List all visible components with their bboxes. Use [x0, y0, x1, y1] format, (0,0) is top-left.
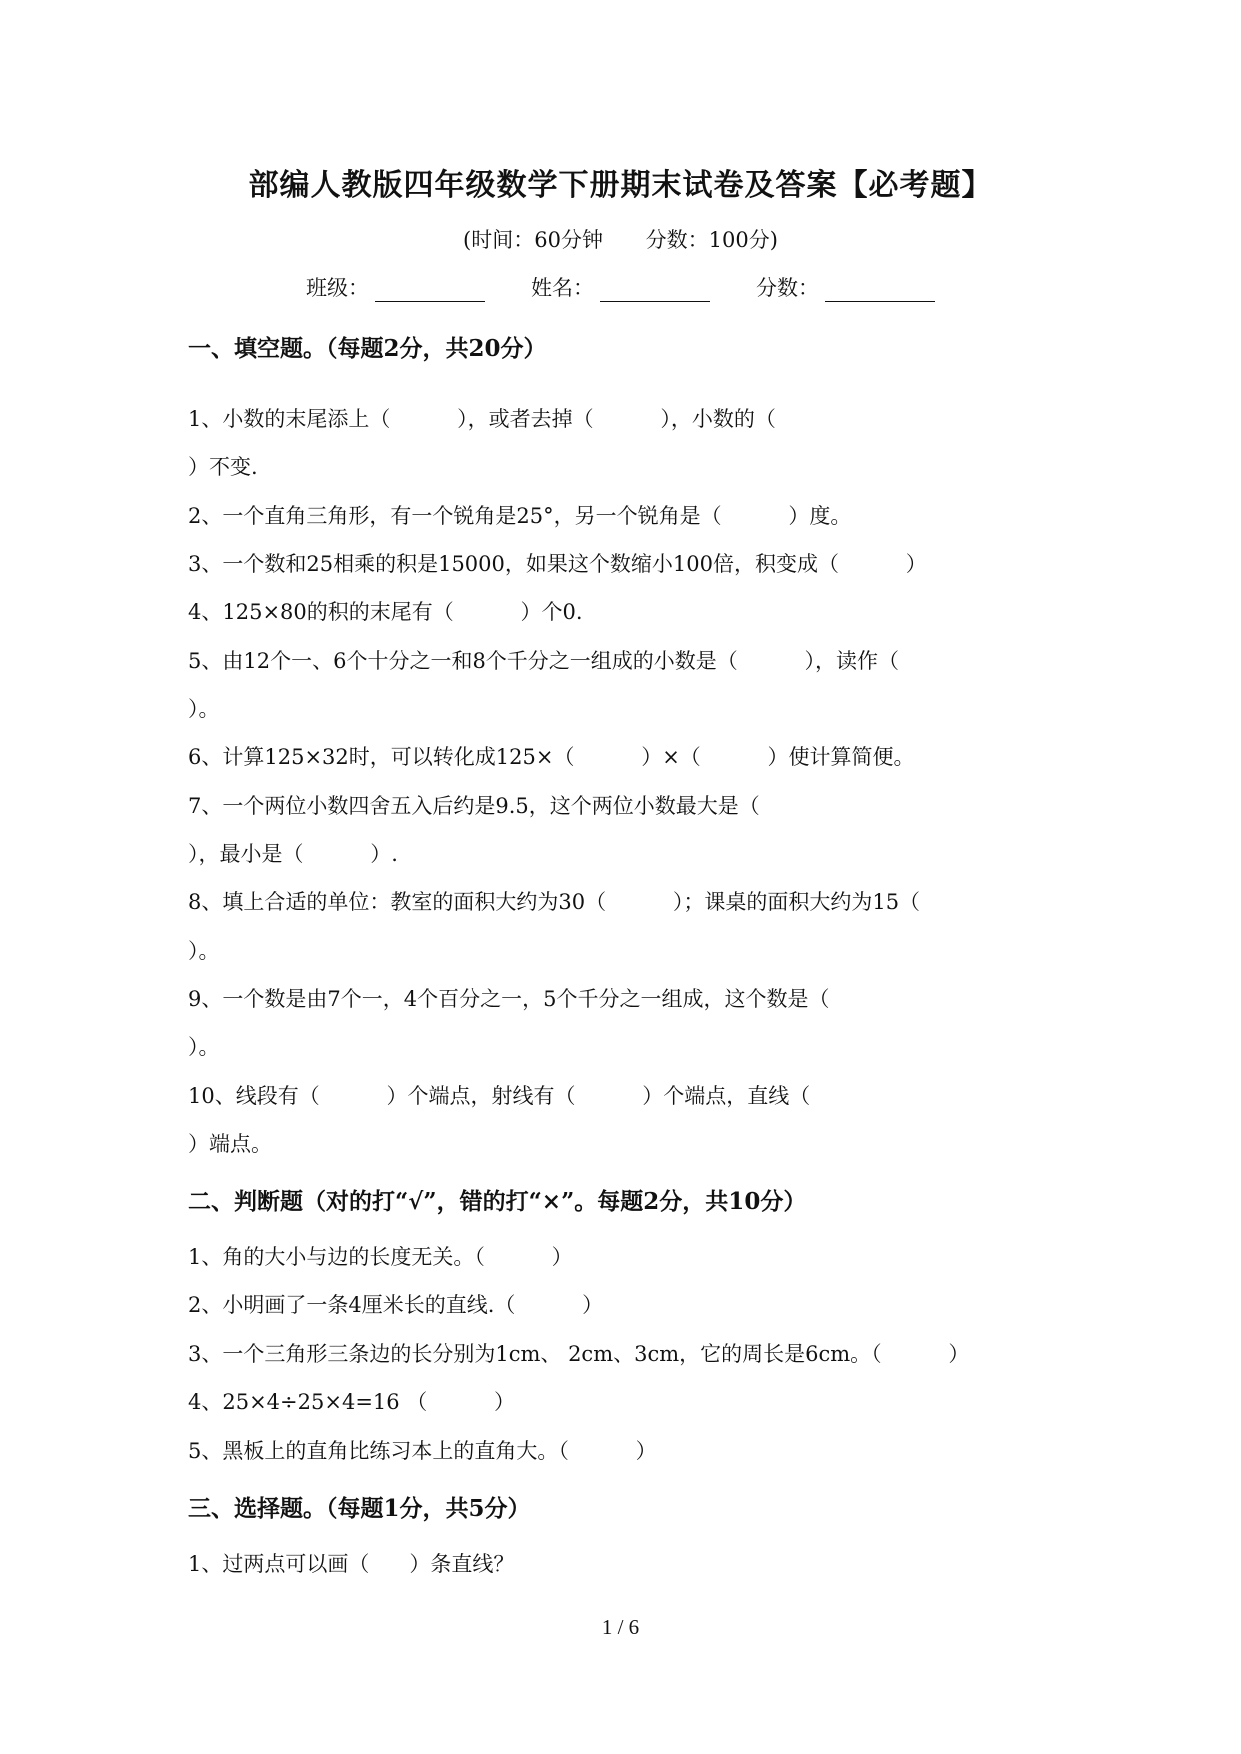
question-line: 7、一个两位小数四舍五入后约是9.5，这个两位小数最大是（	[188, 794, 760, 818]
page-title: 部编人教版四年级数学下册期末试卷及答案【必考题】	[248, 168, 993, 203]
question-line: 9、一个数是由7个一，4个百分之一，5个千分之一组成，这个数是（	[188, 987, 830, 1011]
question-line: ）端点。	[188, 1132, 272, 1156]
name-label: 姓名：	[531, 276, 594, 300]
score-field[interactable]	[756, 272, 935, 302]
student-info-fields	[0, 272, 1241, 302]
name-field[interactable]	[531, 272, 710, 302]
class-field[interactable]	[306, 272, 485, 302]
question-line: 5、由12个一、6个十分之一和8个千分之一组成的小数是（ ），读作（	[188, 649, 900, 673]
question-line: 1、小数的末尾添上（ ），或者去掉（ ），小数的（	[188, 407, 776, 431]
question-line: 4、25×4÷25×4=16 （ ）	[188, 1390, 516, 1414]
page-number: 1 / 6	[601, 1615, 640, 1639]
section-heading-multiple-choice: 三、选择题。（每题1分，共5分）	[188, 1495, 531, 1522]
question-line: ）。	[188, 939, 220, 963]
name-blank[interactable]	[600, 277, 710, 302]
question-line: ），最小是（ ）.	[188, 842, 398, 866]
class-blank[interactable]	[375, 277, 485, 302]
question-line: 1、过两点可以画（ ）条直线？	[188, 1552, 515, 1576]
class-label: 班级：	[306, 276, 369, 300]
question-line: 2、一个直角三角形，有一个锐角是25°，另一个锐角是（ ）度。	[188, 504, 852, 528]
question-line: 10、线段有（ ）个端点，射线有（ ）个端点，直线（	[188, 1084, 811, 1108]
question-line: ）。	[188, 1035, 220, 1059]
question-line: 4、125×80的积的末尾有（ ）个0.	[188, 600, 583, 624]
section-heading-true-false: 二、判断题（对的打“√”，错的打“×”。每题2分，共10分）	[188, 1188, 807, 1215]
total-score-info: 分数：100分)	[645, 228, 778, 252]
question-line: 6、计算125×32时，可以转化成125×（ ）×（ ）使计算简便。	[188, 745, 915, 769]
score-label: 分数：	[756, 276, 819, 300]
question-line: 8、填上合适的单位：教室的面积大约为30（ ）；课桌的面积大约为15（	[188, 890, 921, 914]
question-line: 5、黑板上的直角比练习本上的直角大。（ ）	[188, 1439, 657, 1463]
time-info: (时间：60分钟	[463, 228, 603, 252]
exam-meta	[0, 224, 1241, 254]
question-line: 3、一个数和25相乘的积是15000，如果这个数缩小100倍，积变成（ ）	[188, 552, 927, 576]
question-line: 2、小明画了一条4厘米长的直线.（ ）	[188, 1293, 604, 1317]
question-line: ）。	[188, 697, 220, 721]
score-blank[interactable]	[825, 277, 935, 302]
question-line: 3、一个三角形三条边的长分别为1cm、 2cm、3cm，它的周长是6cm。（ ）	[188, 1342, 970, 1366]
question-line: 1、角的大小与边的长度无关。（ ）	[188, 1245, 573, 1269]
section-heading-fill-blank: 一、填空题。（每题2分，共20分）	[188, 335, 547, 362]
question-line: ）不变.	[188, 455, 258, 479]
